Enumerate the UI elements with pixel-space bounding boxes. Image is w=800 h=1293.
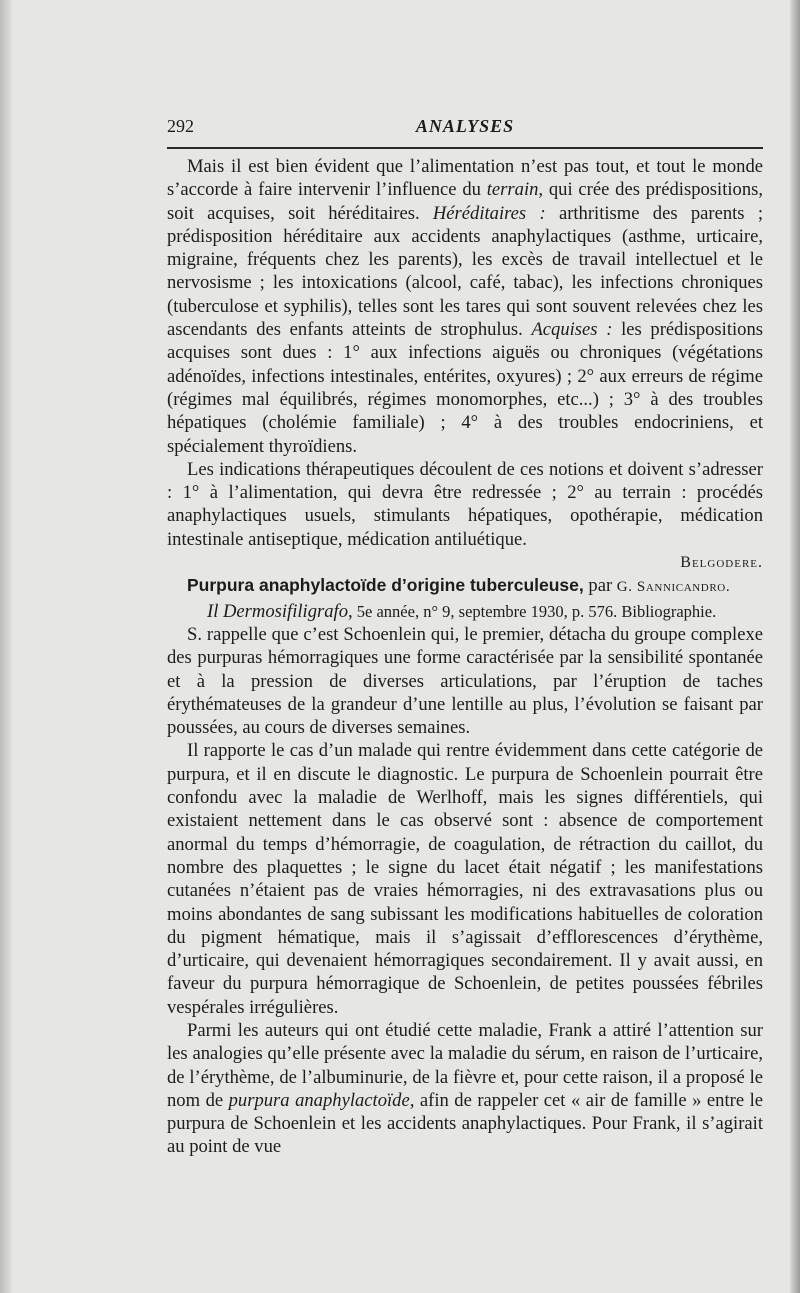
paragraph-indications: Les indications thérapeutiques découlent de ces notions et doivent s’adresser : 1° à l’alimentation, qui devra être redressée ; 2° au terrain : procédés anaphylactiques usuels, stimulants hépatiques, opothérapie, médication intestinale antiseptique, médication antiluétique. [167, 458, 763, 550]
entry-citation-line [167, 600, 763, 623]
italic-term: Acquises : [531, 319, 613, 341]
text-run: Mais il est bien évident que l’alimentation n’est pas tout, et tout le monde s’accorde à faire intervenir l’influence du [167, 156, 763, 201]
paragraph-schoenlein: S. rappelle que c’est Schoenlein qui, le premier, détacha du groupe complexe des purpuras hémorragiques une forme caractérisée par la sensibilité spontanée et à la pression de diverses articulations, par l’éruption de taches érythémateuses de la grandeur d’une lentille au plus, l’évolution se faisant par poussées, au cours de diverses semaines. [167, 623, 763, 739]
page-edge-shadow [790, 0, 800, 1293]
header-rule [167, 147, 763, 149]
entry-author: G. Sannicandro. [616, 579, 731, 596]
paragraph-predispositions [167, 155, 763, 458]
page-number: 292 [167, 116, 194, 136]
page-header [167, 116, 763, 140]
text-run: Parmi les auteurs qui ont étudié cette maladie, Frank a attiré l’attention sur les analogies qu’elle présente avec la maladie du sérum, en raison de l’urticaire, de l’érythème, de l’albuminurie, de la fièvre et, pour cette raison, il a proposé le nom de [167, 1019, 763, 1111]
binding-shadow [0, 0, 12, 1293]
italic-term: purpura anaphylactoïde, [228, 1089, 415, 1111]
text-run: arthritisme des parents ; prédisposition héréditaire aux accidents anaphylactiques (asthme, urticaire, migraine, fréquents chez les parents), les excès de travail intellectuel et le nervosisme ; les intoxications (alcool, café, tabac), les infections chroniques (tuberculose et syphilis), telles sont les tares qui sont souvent relevées chez les ascendants des enfants atteints de strophulus. [167, 202, 763, 341]
italic-term: terrain, [486, 179, 544, 201]
running-head: ANALYSES [415, 116, 515, 136]
entry-citation: 5e année, n° 9, septembre 1930, p. 576. Bibliographie. [352, 601, 717, 621]
author-signature: Belgodere. [680, 554, 763, 572]
paragraph-case-report: Il rapporte le cas d’un malade qui rentre évidemment dans cette catégorie de purpura, et il en discute le diagnostic. Le purpura de Schoenlein pourrait être confondu avec la maladie de Werlhoff, mais les signes différentiels, qui existaient nettement dans le cas observé sont : absence de comportement anormal du temps d’hémorragie, de coagulation, de rétraction du caillot, du nombre des plaquettes ; le signe du lacet était négatif ; les manifestations cutanées n’étaient pas de vraies hémorragies, ni des extravasations plus ou moins abondantes de sang subissant les modifications habituelles de coloration du pigment hématique, mais il s’agissait d’efflorescences d’érythème, d’urticaire, qui devenaient hémorragiques secondairement. Il y avait aussi, en faveur du purpura hémorragique de Schoenlein, de petites poussées fébriles vespérales irrégulières. [167, 740, 763, 1018]
text-run: les prédispositions acquises sont dues : 1° aux infections aiguës ou chroniques (végétations adénoïdes, infections intestinales, entérites, oxyures) ; 2° aux erreurs de régime (régimes mal équilibrés, régimes monomorphes, etc...) ; 3° à des troubles hépatiques (cholémie familiale) ; 4° à des troubles endocriniens, et spécialement thyroïdiens. [167, 319, 764, 457]
page-body [167, 155, 763, 1159]
entry-par: par [583, 575, 617, 597]
review-entry-heading [167, 574, 763, 623]
italic-term: Héréditaires : [432, 202, 546, 224]
entry-title: Purpura anaphylactoïde d’origine tuberculeuse, [187, 575, 584, 596]
text-run: afin de rappeler cet « air de famille » entre le purpura de Schoenlein et les accidents anaphylactiques. Pour Frank, il s’agirait au point de vue [167, 1089, 763, 1158]
paragraph-frank [167, 1019, 763, 1159]
text-run: qui crée des prédispositions, soit acquises, soit héréditaires. [167, 179, 764, 224]
entry-journal: Il Dermosifiligrafo, [207, 600, 353, 622]
